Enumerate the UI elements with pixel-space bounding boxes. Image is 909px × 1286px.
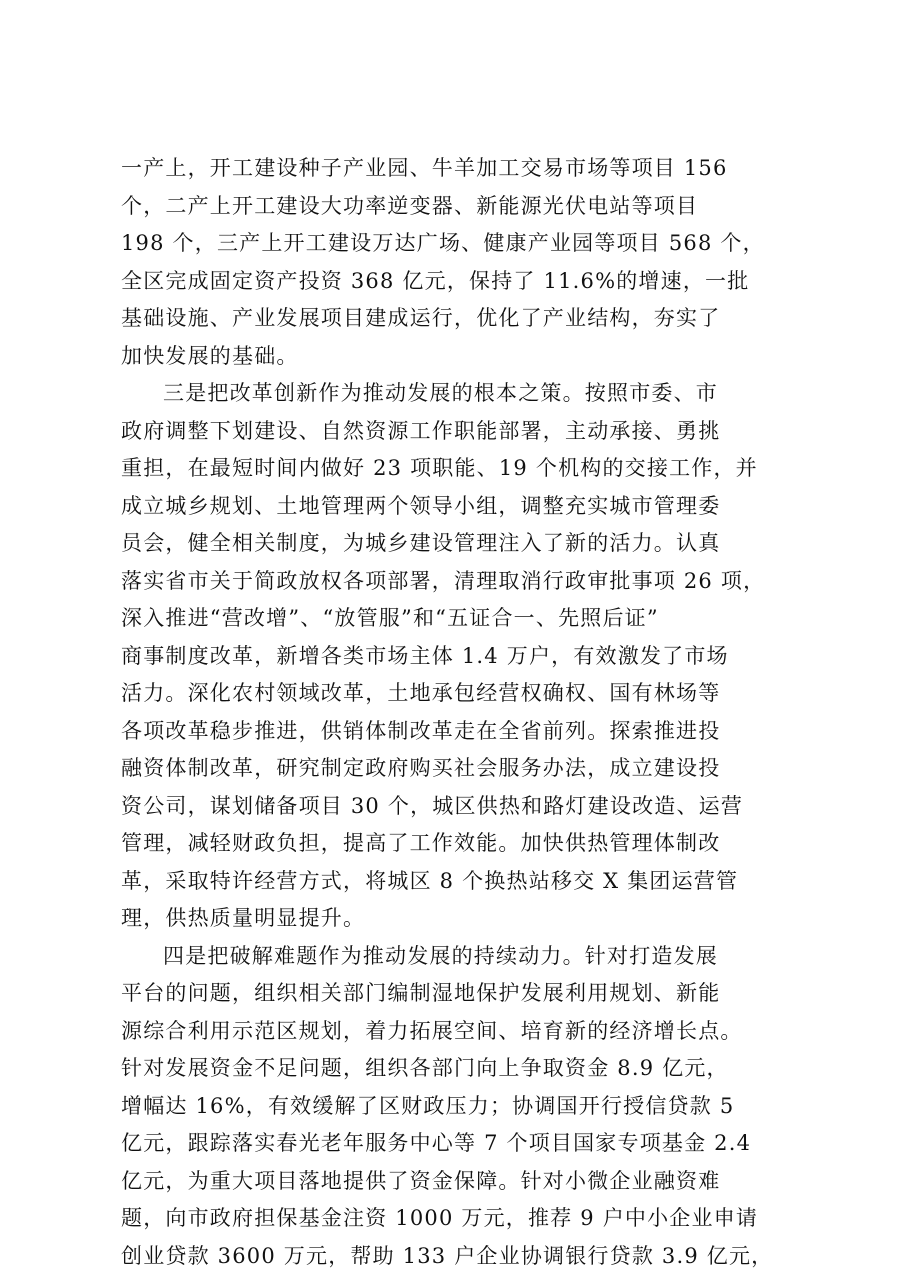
text-line: 商事制度改革，新增各类市场主体 1.4 万户，有效激发了市场 <box>121 643 729 668</box>
paragraph-start-line: 三是把改革创新作为推动发展的根本之策。按照市委、市 <box>163 381 718 405</box>
text-line: 全区完成固定资产投资 368 亿元，保持了 11.6%的增速，一批 <box>121 268 750 293</box>
text-line: 政府调整下划建设、自然资源工作职能部署，主动承接、勇挑 <box>121 418 721 443</box>
text-line: 理，供热质量明显提升。 <box>121 906 366 930</box>
text-line: 员会，健全相关制度，为城乡建设管理注入了新的活力。认真 <box>121 531 721 555</box>
text-line: 亿元，跟踪落实春光老年服务中心等 7 个项目国家专项基金 2.4 <box>121 1131 752 1155</box>
text-line: 平台的问题，组织相关部门编制湿地保护发展利用规划、新能 <box>121 981 721 1005</box>
text-line: 各项改革稳步推进，供销体制改革走在全省前列。探索推进投 <box>121 718 721 743</box>
text-line: 资公司，谋划储备项目 30 个，城区供热和路灯建设改造、运营 <box>121 793 744 818</box>
text-line: 成立城乡规划、土地管理两个领导小组，调整充实城市管理委 <box>121 493 721 518</box>
text-line: 加快发展的基础。 <box>121 343 299 368</box>
text-line: 亿元，为重大项目落地提供了资金保障。针对小微企业融资难 <box>121 1168 721 1193</box>
document-body <box>121 150 821 1275</box>
text-line: 题，向市政府担保基金注资 1000 万元，推荐 9 户中小企业申请 <box>121 1206 759 1230</box>
text-line: 增幅达 16%，有效缓解了区财政压力；协调国开行授信贷款 5 <box>121 1093 735 1118</box>
text-line: 落实省市关于简政放权各项部署，清理取消行政审批事项 26 项， <box>121 568 766 593</box>
text-line: 创业贷款 3600 万元，帮助 133 户企业协调银行贷款 3.9 亿元， <box>121 1243 774 1268</box>
text-line: 管理，减轻财政负担，提高了工作效能。加快供热管理体制改 <box>121 831 721 855</box>
text-line: 革，采取特许经营方式，将城区 8 个换热站移交 X 集团运营管 <box>121 868 739 893</box>
text-line: 重担，在最短时间内做好 23 项职能、19 个机构的交接工作，并 <box>121 456 758 480</box>
text-line: 一产上，开工建设种子产业园、牛羊加工交易市场等项目 156 <box>121 156 728 180</box>
text-line: 深入推进“营改增”、“放管服”和“五证合一、先照后证” <box>121 606 659 630</box>
text-line: 活力。深化农村领域改革，土地承包经营权确权、国有林场等 <box>121 681 721 705</box>
text-line: 个，二产上开工建设大功率逆变器、新能源光伏电站等项目 <box>121 193 699 218</box>
text-line: 基础设施、产业发展项目建成运行，优化了产业结构，夯实了 <box>121 306 721 330</box>
text-line: 针对发展资金不足问题，组织各部门向上争取资金 8.9 亿元， <box>121 1056 729 1080</box>
text-line: 源综合利用示范区规划，着力拓展空间、培育新的经济增长点。 <box>121 1018 743 1043</box>
text-line: 融资体制改革，研究制定政府购买社会服务办法，成立建设投 <box>121 756 721 780</box>
text-line: 198 个，三产上开工建设万达广场、健康产业园等项目 568 个， <box>121 231 765 255</box>
paragraph-start-line: 四是把破解难题作为推动发展的持续动力。针对打造发展 <box>163 943 718 968</box>
